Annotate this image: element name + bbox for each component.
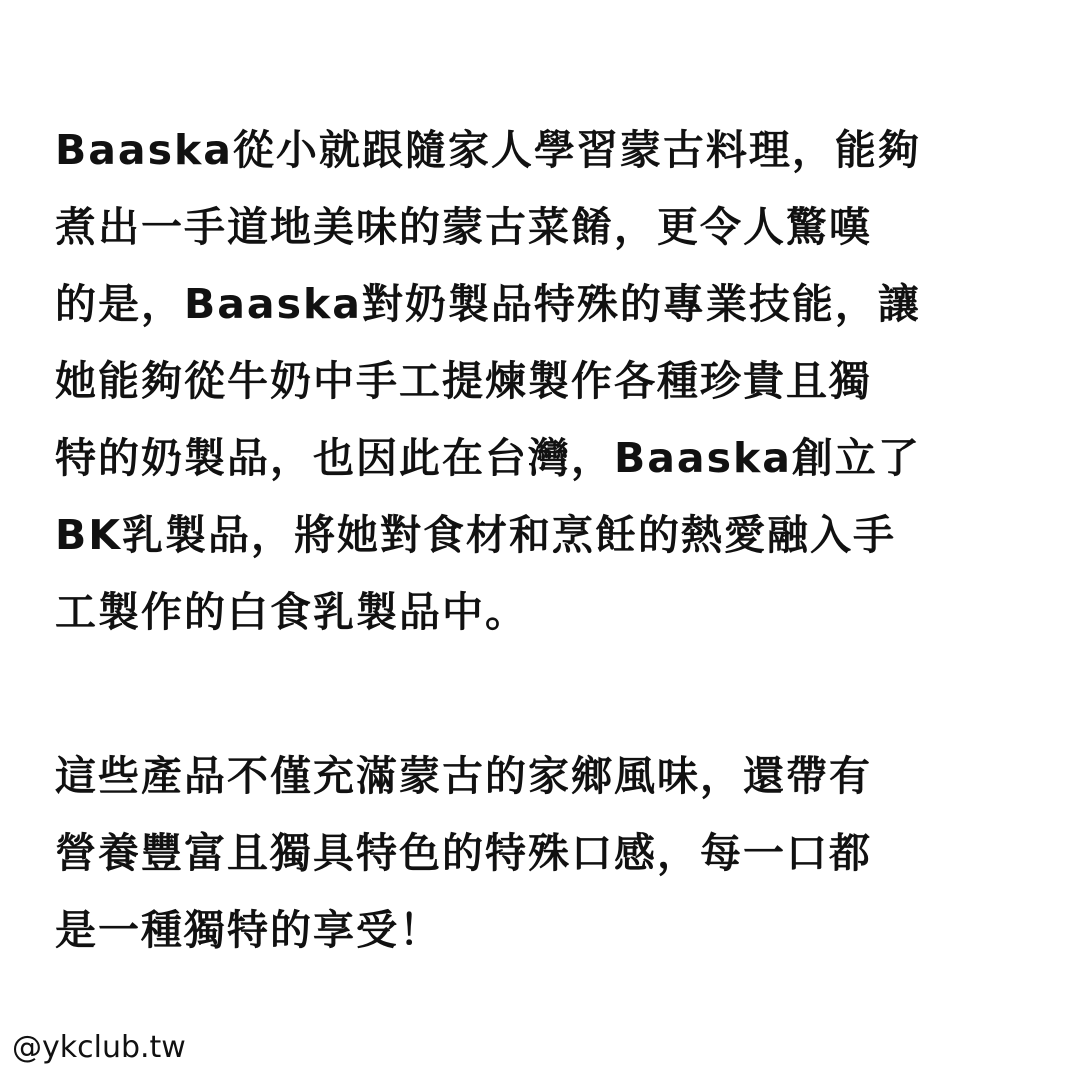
paragraph-line: 特的奶製品，也因此在台灣，Baaska創立了 [55, 434, 921, 482]
paragraph-line: 營養豐富且獨具特色的特殊口感，每一口都 [55, 829, 872, 877]
paragraph-line: BK乳製品，將她對食材和烹飪的熱愛融入手 [55, 511, 897, 559]
paragraph-line: 她能夠從牛奶中手工提煉製作各種珍貴且獨 [55, 357, 872, 405]
paragraph-line: 是一種獨特的享受！ [55, 906, 442, 954]
paragraph-intro [55, 112, 1035, 651]
paragraph-line: Baaska從小就跟隨家人學習蒙古料理，能夠 [55, 126, 921, 174]
paragraph-line: 煮出一手道地美味的蒙古菜餚，更令人驚嘆 [55, 203, 872, 251]
paragraph-line: 工製作的白食乳製品中。 [55, 588, 528, 636]
account-handle: @ykclub.tw [12, 1030, 186, 1065]
paragraph-line: 的是，Baaska對奶製品特殊的專業技能，讓 [55, 280, 921, 328]
paragraph-line: 這些產品不僅充滿蒙古的家鄉風味，還帶有 [55, 752, 872, 800]
paragraph-products [55, 738, 1035, 969]
